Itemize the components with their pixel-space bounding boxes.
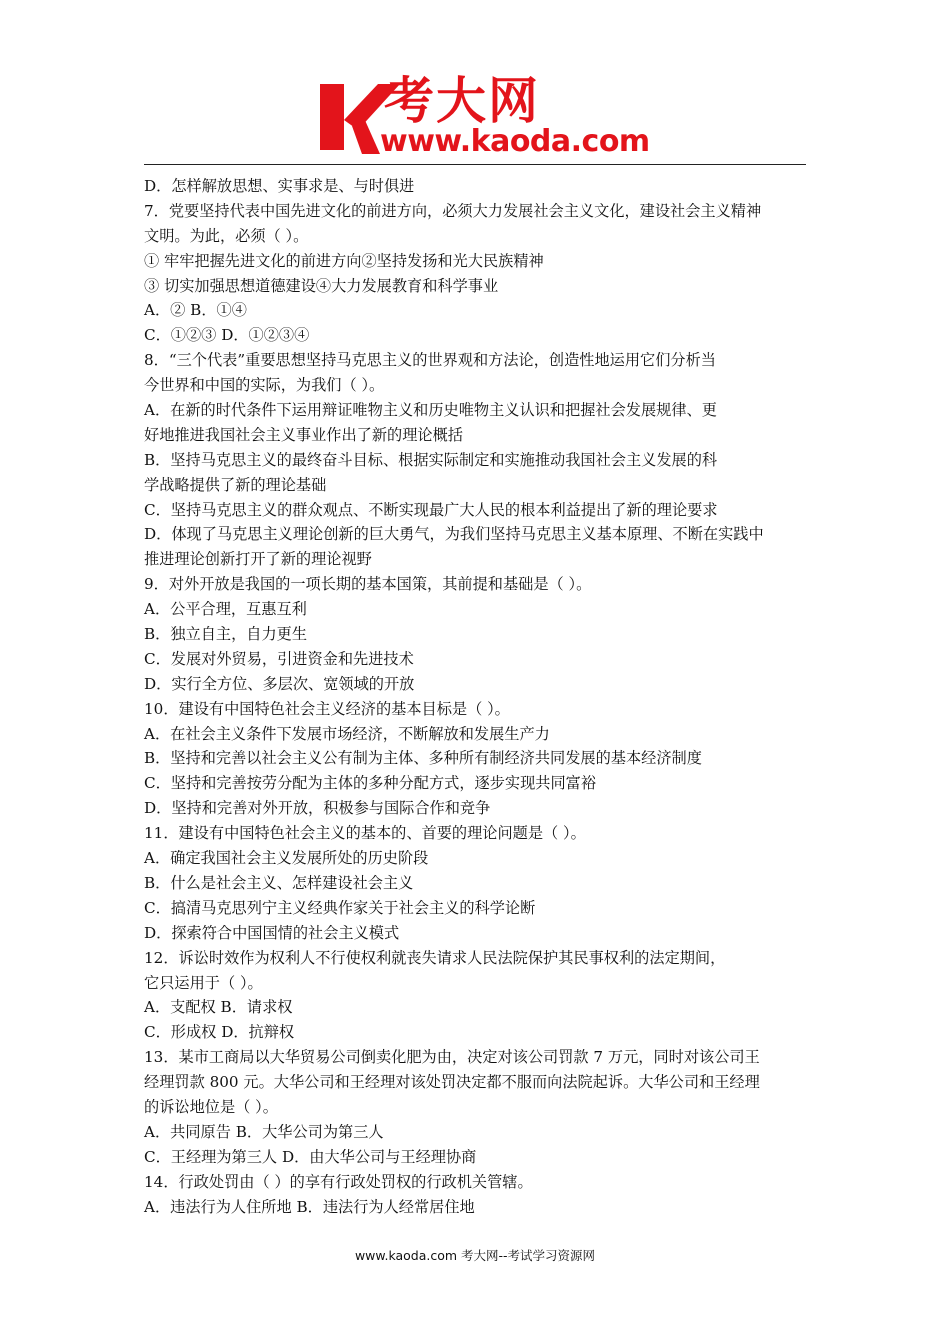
text-line: B．坚持马克思主义的最终奋斗目标、根据实际制定和实施推动我国社会主义发展的科	[144, 450, 718, 469]
text-line: A．公平合理，互惠互利	[144, 600, 307, 619]
text-line: C．搞清马克思列宁主义经典作家关于社会主义的科学论断	[144, 898, 536, 917]
text-line: 学战略提供了新的理论基础	[144, 475, 327, 494]
text-line: A．在社会主义条件下发展市场经济，不断解放和发展生产力	[144, 724, 550, 743]
kaoda-logo	[318, 72, 650, 159]
text-line: C．坚持马克思主义的群众观点、不断实现最广大人民的根本利益提出了新的理论要求	[144, 500, 718, 519]
text-line: B．坚持和完善以社会主义公有制为主体、多种所有制经济共同发展的基本经济制度	[144, 749, 702, 768]
text-line: A．确定我国社会主义发展所处的历史阶段	[144, 849, 429, 868]
text-line: D．坚持和完善对外开放，积极参与国际合作和竞争	[144, 799, 491, 818]
text-line: 文明。为此，必须（ ）。	[144, 226, 309, 245]
text-line: 的诉讼地位是（ ）。	[144, 1097, 278, 1116]
text-line: 今世界和中国的实际，为我们（ ）。	[144, 376, 385, 395]
text-line: A．共同原告 B．大华公司为第三人	[144, 1122, 384, 1141]
text-line: C．发展对外贸易，引进资金和先进技术	[144, 649, 414, 668]
text-line: 好地推进我国社会主义事业作出了新的理论概括	[144, 425, 463, 444]
text-line: 11．建设有中国特色社会主义的基本的、首要的理论问题是（ ）。	[144, 824, 586, 843]
text-line: 经理罚款 800 元。大华公司和王经理对该处罚决定都不服而向法院起诉。大华公司和王经理	[144, 1073, 760, 1092]
text-line: 推进理论创新打开了新的理论视野	[144, 550, 372, 569]
text-line: 它只运用于（ ）。	[144, 973, 263, 992]
text-line: C．王经理为第三人 D．由大华公司与王经理协商	[144, 1147, 477, 1166]
text-line: C．形成权 D．抗辩权	[144, 1023, 295, 1042]
text-line: C．坚持和完善按劳分配为主体的多种分配方式，逐步实现共同富裕	[144, 774, 597, 793]
text-line: B．独立自主，自力更生	[144, 625, 308, 644]
text-line: 9．对外开放是我国的一项长期的基本国策，其前提和基础是（ ）。	[144, 575, 592, 594]
text-line: A．支配权 B．请求权	[144, 998, 293, 1017]
logo-url-text: www.kaoda.com	[380, 124, 650, 159]
text-line: A．在新的时代条件下运用辩证唯物主义和历史唯物主义认识和把握社会发展规律、更	[144, 401, 717, 420]
text-line: D．怎样解放思想、实事求是、与时俱进	[144, 177, 415, 195]
logo-chinese-text: 考大网	[384, 72, 540, 130]
text-line: B．什么是社会主义、怎样建设社会主义	[144, 873, 414, 892]
text-line: ① 牢牢把握先进文化的前进方向②坚持发扬和光大民族精神	[144, 251, 544, 270]
text-line: 8．“三个代表”重要思想坚持马克思主义的世界观和方法论，创造性地运用它们分析当	[144, 351, 716, 370]
document-body	[144, 174, 814, 1219]
text-line: 7．党要坚持代表中国先进文化的前进方向，必须大力发展社会主义文化，建设社会主义精神	[144, 201, 762, 220]
text-line: ③ 切实加强思想道德建设④大力发展教育和科学事业	[144, 276, 499, 295]
text-line: C．①②③ D．①②③④	[144, 326, 310, 345]
text-line: A．违法行为人住所地 B．违法行为人经常居住地	[144, 1197, 475, 1216]
text-line: D．实行全方位、多层次、宽领域的开放	[144, 674, 415, 693]
text-line: 12．诉讼时效作为权利人不行使权利就丧失请求人民法院保护其民事权利的法定期间，	[144, 948, 726, 967]
page-footer: www.kaoda.com 考大网--考试学习资源网	[354, 1248, 596, 1263]
header-divider	[144, 164, 806, 165]
text-line: 10．建设有中国特色社会主义经济的基本目标是（ ）。	[144, 699, 510, 718]
text-line: 13．某市工商局以大华贸易公司倒卖化肥为由，决定对该公司罚款 7 万元，同时对该公司王	[144, 1048, 760, 1067]
text-line: D．体现了马克思主义理论创新的巨大勇气，为我们坚持马克思主义基本原理、不断在实践中	[144, 525, 764, 544]
text-line: D．探索符合中国国情的社会主义模式	[144, 923, 400, 942]
text-line: 14．行政处罚由（ ）的享有行政处罚权的行政机关管辖。	[144, 1172, 533, 1191]
text-line: A．② B．①④	[144, 301, 247, 320]
